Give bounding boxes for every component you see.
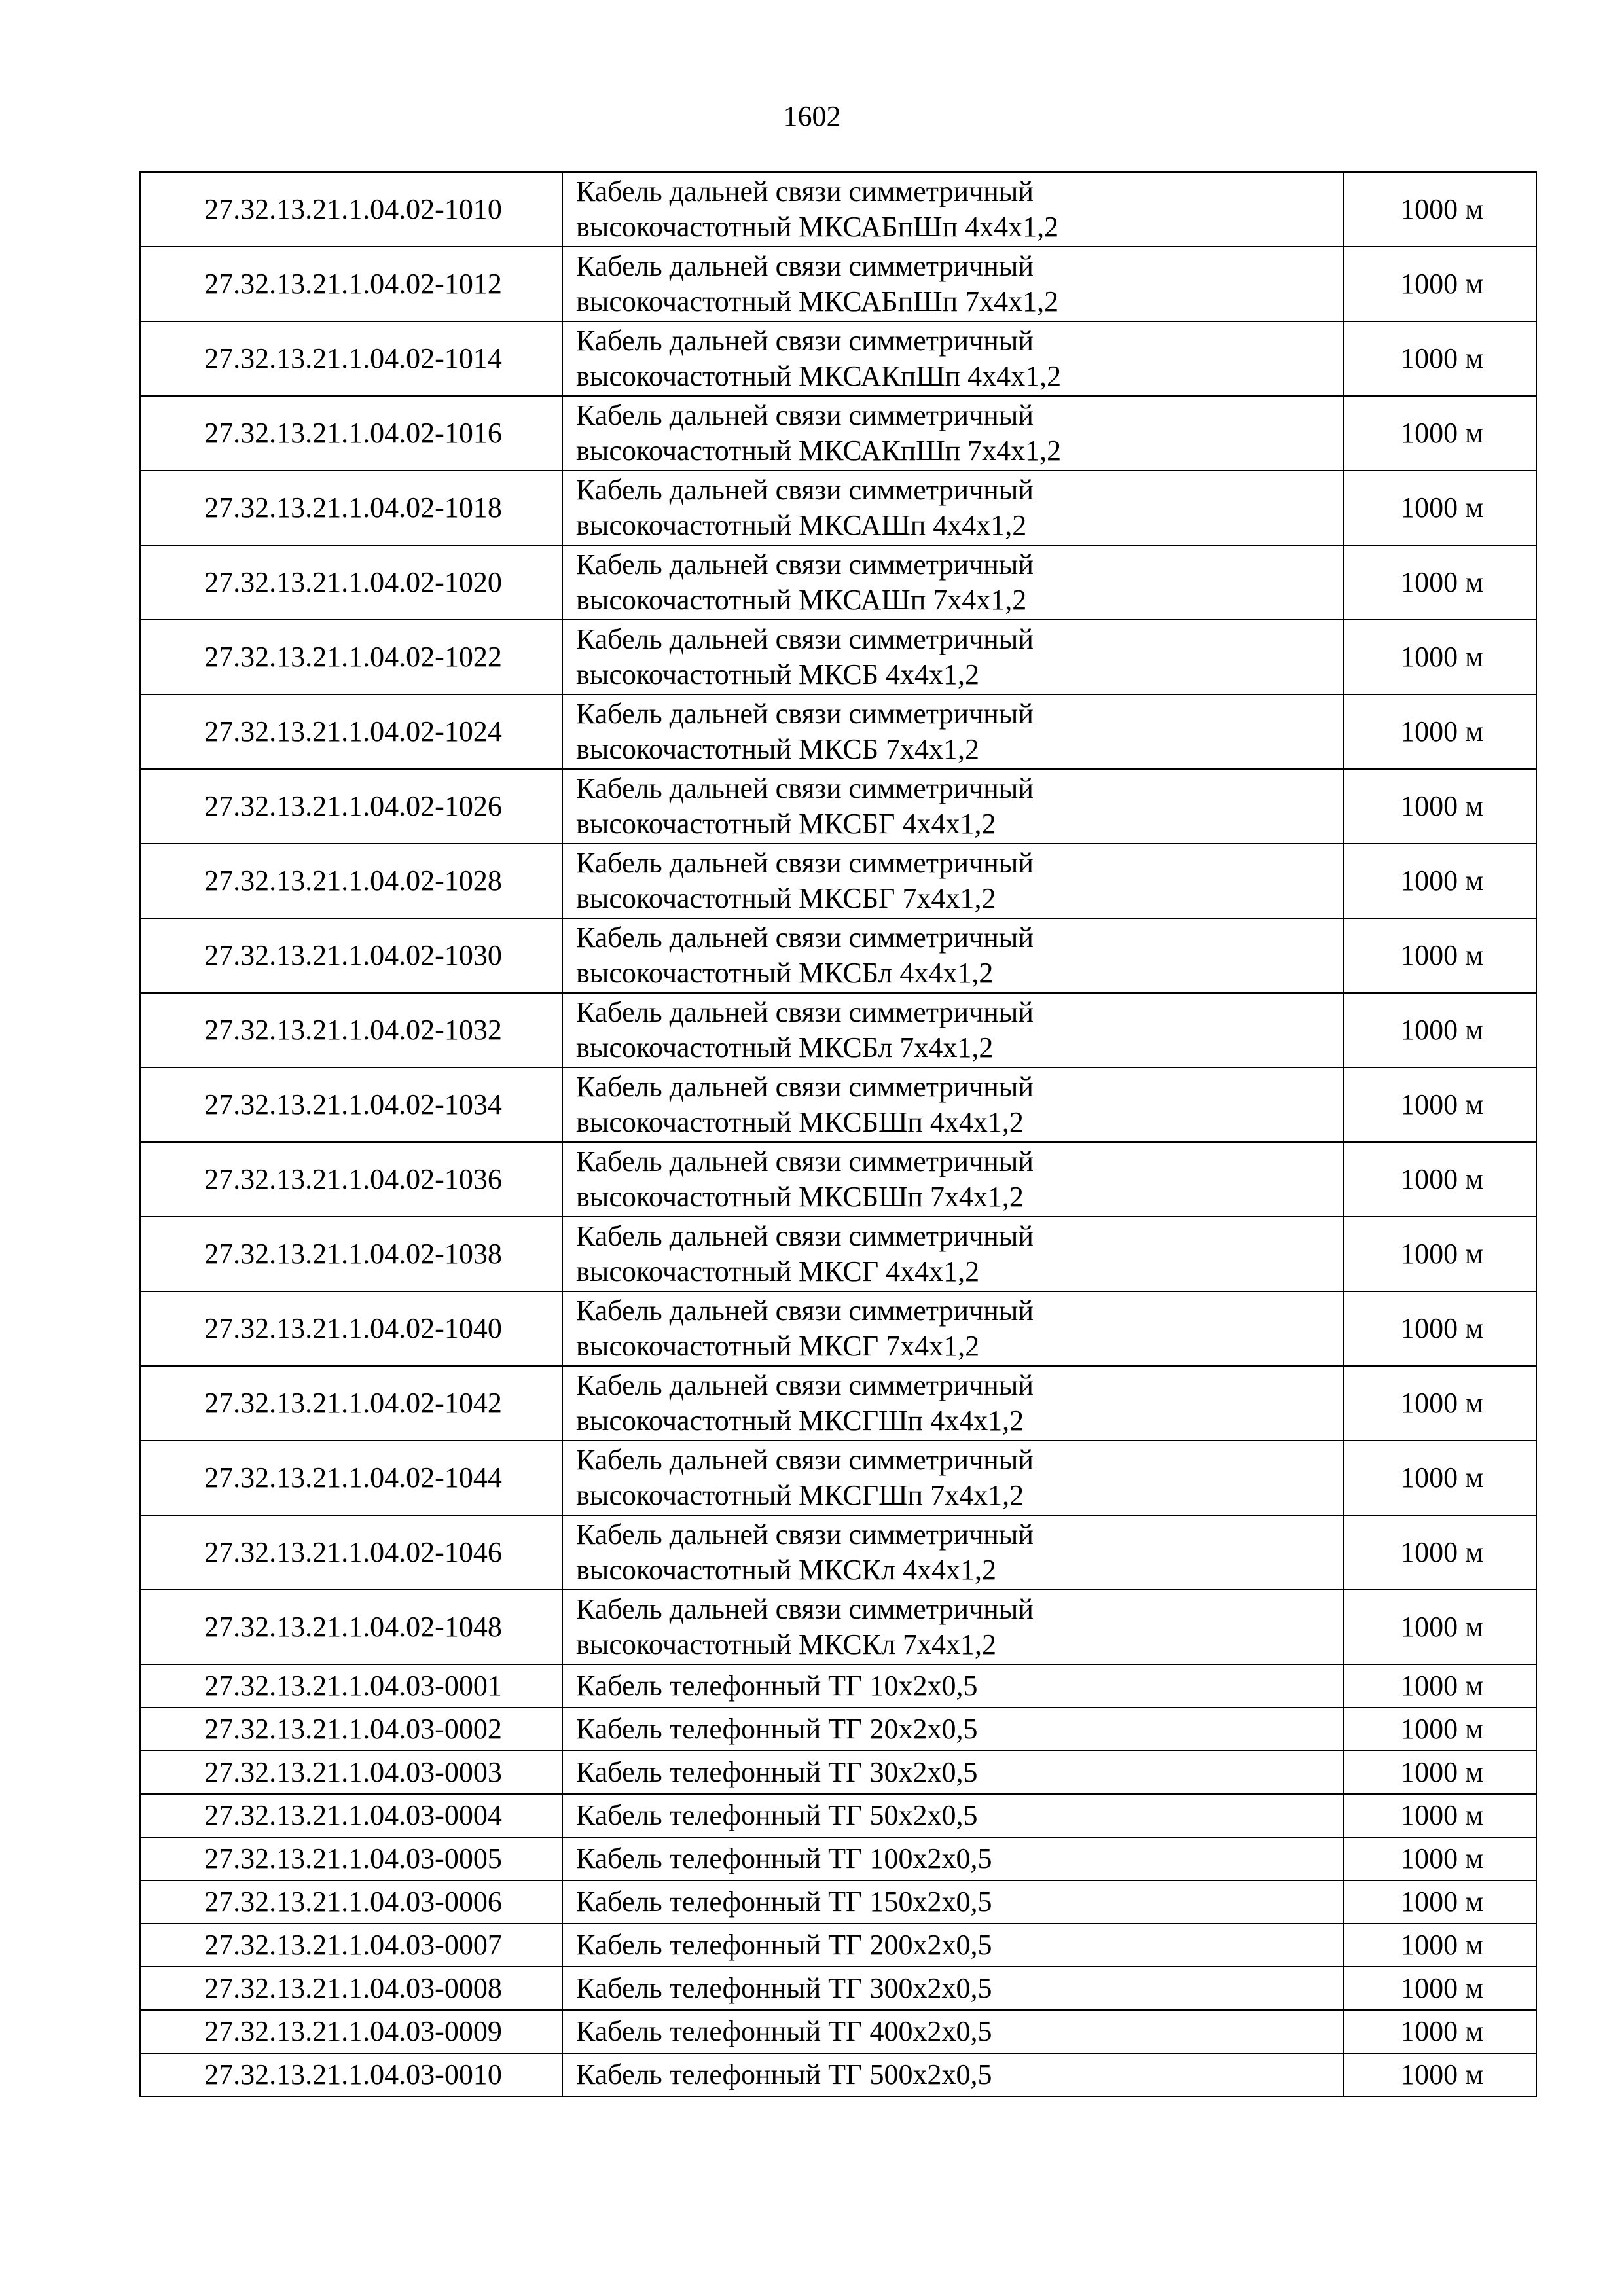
resource-name-line-1: Кабель дальней связи симметричный [576, 399, 1034, 431]
unit-cell: 1000 м [1343, 1708, 1536, 1751]
resource-name-line-1: Кабель дальней связи симметричный [576, 1593, 1034, 1625]
table-row [140, 1441, 1536, 1515]
resource-name-cell [562, 1067, 1343, 1142]
resource-name-line-1: Кабель дальней связи симметричный [576, 175, 1034, 207]
table-row [140, 1708, 1536, 1751]
resource-name-line-2: высокочастотный МКСГШп 4x4x1,2 [576, 1405, 1024, 1437]
resource-name-line-2: высокочастотный МКСБШп 4x4x1,2 [576, 1106, 1024, 1138]
resource-name-line-2: высокочастотный МКСГШп 7x4x1,2 [576, 1479, 1024, 1511]
resource-code-cell: 27.32.13.21.1.04.02-1030 [140, 918, 562, 993]
table-row [140, 694, 1536, 769]
resource-name-line-2: высокочастотный МКСАБпШп 4x4x1,2 [576, 211, 1059, 243]
resource-name-line-1: Кабель дальней связи симметричный [576, 1369, 1034, 1401]
resource-name-line-2: высокочастотный МКСАШп 4x4x1,2 [576, 509, 1027, 541]
table-row [140, 1751, 1536, 1794]
resource-code-cell: 27.32.13.21.1.04.03-0006 [140, 1880, 562, 1924]
table-row [140, 321, 1536, 396]
resource-code-cell: 27.32.13.21.1.04.02-1022 [140, 620, 562, 694]
resource-name-line-2: высокочастотный МКСБГ 4x4x1,2 [576, 808, 996, 840]
unit-cell: 1000 м [1343, 1217, 1536, 1291]
unit-cell: 1000 м [1343, 2010, 1536, 2053]
unit-cell: 1000 м [1343, 471, 1536, 545]
resource-name-cell [562, 1515, 1343, 1590]
unit-cell: 1000 м [1343, 545, 1536, 620]
resource-code-cell: 27.32.13.21.1.04.02-1046 [140, 1515, 562, 1590]
resource-code-cell: 27.32.13.21.1.04.02-1040 [140, 1291, 562, 1366]
resource-name-line-1: Кабель дальней связи симметричный [576, 548, 1034, 581]
resource-name-line-2: высокочастотный МКСКл 7x4x1,2 [576, 1628, 997, 1660]
resource-name-cell [562, 1366, 1343, 1441]
resource-name-line-1: Кабель дальней связи симметричный [576, 623, 1034, 655]
table-row [140, 1067, 1536, 1142]
unit-cell: 1000 м [1343, 1794, 1536, 1837]
resource-code-cell: 27.32.13.21.1.04.02-1028 [140, 844, 562, 918]
resource-code-cell: 27.32.13.21.1.04.02-1016 [140, 396, 562, 471]
page-number: 1602 [783, 100, 841, 132]
resource-name-cell: Кабель телефонный ТГ 100x2x0,5 [562, 1837, 1343, 1880]
resource-code-cell: 27.32.13.21.1.04.02-1048 [140, 1590, 562, 1664]
unit-cell: 1000 м [1343, 321, 1536, 396]
table-row [140, 1664, 1536, 1708]
resource-name-cell: Кабель телефонный ТГ 30x2x0,5 [562, 1751, 1343, 1794]
resource-name-line-2: высокочастотный МКСБГ 7x4x1,2 [576, 882, 996, 914]
unit-cell: 1000 м [1343, 247, 1536, 321]
table-row [140, 1837, 1536, 1880]
resource-name-line-2: высокочастотный МКСГ 7x4x1,2 [576, 1330, 980, 1362]
resource-name-line-2: высокочастотный МКСАБпШп 7x4x1,2 [576, 285, 1059, 317]
resource-code-cell: 27.32.13.21.1.04.03-0001 [140, 1664, 562, 1708]
unit-cell: 1000 м [1343, 620, 1536, 694]
unit-cell: 1000 м [1343, 1664, 1536, 1708]
resource-name-line-1: Кабель дальней связи симметричный [576, 1295, 1034, 1327]
resource-code-cell: 27.32.13.21.1.04.03-0002 [140, 1708, 562, 1751]
resource-code-cell: 27.32.13.21.1.04.03-0009 [140, 2010, 562, 2053]
resource-name-cell [562, 1441, 1343, 1515]
resource-code-cell: 27.32.13.21.1.04.03-0007 [140, 1924, 562, 1967]
table-row [140, 1366, 1536, 1441]
resource-code-cell: 27.32.13.21.1.04.02-1026 [140, 769, 562, 844]
resource-name-line-2: высокочастотный МКСАКпШп 4x4x1,2 [576, 360, 1062, 392]
resource-name-cell [562, 918, 1343, 993]
unit-cell: 1000 м [1343, 694, 1536, 769]
table-row [140, 844, 1536, 918]
unit-cell: 1000 м [1343, 1515, 1536, 1590]
resource-name-cell [562, 1291, 1343, 1366]
unit-cell: 1000 м [1343, 2053, 1536, 2096]
table-row [140, 1967, 1536, 2010]
unit-cell: 1000 м [1343, 1967, 1536, 2010]
resource-name-cell [562, 172, 1343, 247]
table-row [140, 545, 1536, 620]
unit-cell: 1000 м [1343, 172, 1536, 247]
table-row [140, 1590, 1536, 1664]
table-row [140, 1142, 1536, 1217]
resource-name-line-1: Кабель дальней связи симметричный [576, 325, 1034, 357]
resource-name-line-2: высокочастотный МКСБШп 7x4x1,2 [576, 1181, 1024, 1213]
resource-name-line-1: Кабель дальней связи симметричный [576, 698, 1034, 730]
resource-code-cell: 27.32.13.21.1.04.03-0004 [140, 1794, 562, 1837]
resource-name-cell [562, 1142, 1343, 1217]
table-row [140, 1217, 1536, 1291]
table-body [140, 172, 1536, 2096]
unit-cell: 1000 м [1343, 993, 1536, 1067]
table-row [140, 2010, 1536, 2053]
resource-name-cell [562, 1590, 1343, 1664]
resource-name-cell [562, 471, 1343, 545]
resource-name-cell [562, 321, 1343, 396]
resource-name-line-1: Кабель дальней связи симметричный [576, 1220, 1034, 1252]
resource-name-line-2: высокочастотный МКСБл 7x4x1,2 [576, 1031, 994, 1064]
resource-code-cell: 27.32.13.21.1.04.02-1018 [140, 471, 562, 545]
resource-code-cell: 27.32.13.21.1.04.02-1032 [140, 993, 562, 1067]
resource-name-cell: Кабель телефонный ТГ 200x2x0,5 [562, 1924, 1343, 1967]
resource-table [139, 171, 1537, 2097]
resource-name-cell: Кабель телефонный ТГ 150x2x0,5 [562, 1880, 1343, 1924]
resource-code-cell: 27.32.13.21.1.04.02-1012 [140, 247, 562, 321]
resource-name-line-1: Кабель дальней связи симметричный [576, 1444, 1034, 1476]
resource-code-cell: 27.32.13.21.1.04.02-1036 [140, 1142, 562, 1217]
resource-name-line-2: высокочастотный МКСКл 4x4x1,2 [576, 1554, 997, 1586]
unit-cell: 1000 м [1343, 1067, 1536, 1142]
table-row [140, 2053, 1536, 2096]
resource-name-line-1: Кабель дальней связи симметричный [576, 250, 1034, 282]
resource-name-cell [562, 247, 1343, 321]
resource-name-line-1: Кабель дальней связи симметричный [576, 847, 1034, 879]
unit-cell: 1000 м [1343, 1880, 1536, 1924]
table-row [140, 620, 1536, 694]
resource-name-line-2: высокочастотный МКСАКпШп 7x4x1,2 [576, 435, 1062, 467]
resource-name-cell [562, 1217, 1343, 1291]
resource-name-cell [562, 545, 1343, 620]
unit-cell: 1000 м [1343, 1590, 1536, 1664]
resource-code-cell: 27.32.13.21.1.04.02-1042 [140, 1366, 562, 1441]
resource-name-cell: Кабель телефонный ТГ 400x2x0,5 [562, 2010, 1343, 2053]
unit-cell: 1000 м [1343, 1366, 1536, 1441]
resource-code-cell: 27.32.13.21.1.04.02-1014 [140, 321, 562, 396]
resource-name-cell [562, 396, 1343, 471]
resource-name-line-1: Кабель дальней связи симметричный [576, 996, 1034, 1028]
resource-code-cell: 27.32.13.21.1.04.02-1044 [140, 1441, 562, 1515]
unit-cell: 1000 м [1343, 1142, 1536, 1217]
resource-name-line-1: Кабель дальней связи симметричный [576, 474, 1034, 506]
unit-cell: 1000 м [1343, 918, 1536, 993]
table-row [140, 769, 1536, 844]
table-row [140, 1880, 1536, 1924]
table-row [140, 1515, 1536, 1590]
resource-code-cell: 27.32.13.21.1.04.02-1034 [140, 1067, 562, 1142]
resource-name-cell [562, 844, 1343, 918]
table-row [140, 247, 1536, 321]
resource-name-cell: Кабель телефонный ТГ 10x2x0,5 [562, 1664, 1343, 1708]
resource-name-line-2: высокочастотный МКСБ 4x4x1,2 [576, 658, 979, 691]
unit-cell: 1000 м [1343, 1924, 1536, 1967]
resource-code-cell: 27.32.13.21.1.04.03-0010 [140, 2053, 562, 2096]
unit-cell: 1000 м [1343, 396, 1536, 471]
resource-code-cell: 27.32.13.21.1.04.02-1024 [140, 694, 562, 769]
resource-name-cell: Кабель телефонный ТГ 500x2x0,5 [562, 2053, 1343, 2096]
unit-cell: 1000 м [1343, 1441, 1536, 1515]
resource-name-line-1: Кабель дальней связи симметричный [576, 772, 1034, 804]
table-row [140, 1794, 1536, 1837]
resource-name-line-1: Кабель дальней связи симметричный [576, 922, 1034, 954]
table-row [140, 471, 1536, 545]
table-row [140, 918, 1536, 993]
resource-code-cell: 27.32.13.21.1.04.02-1038 [140, 1217, 562, 1291]
resource-name-cell: Кабель телефонный ТГ 50x2x0,5 [562, 1794, 1343, 1837]
table-row [140, 993, 1536, 1067]
resource-name-line-2: высокочастотный МКСГ 4x4x1,2 [576, 1255, 980, 1287]
unit-cell: 1000 м [1343, 769, 1536, 844]
resource-code-cell: 27.32.13.21.1.04.03-0008 [140, 1967, 562, 2010]
unit-cell: 1000 м [1343, 1837, 1536, 1880]
resource-name-line-1: Кабель дальней связи симметричный [576, 1145, 1034, 1177]
resource-name-line-2: высокочастотный МКСАШп 7x4x1,2 [576, 584, 1027, 616]
resource-name-line-1: Кабель дальней связи симметричный [576, 1071, 1034, 1103]
resource-name-cell [562, 993, 1343, 1067]
resource-code-cell: 27.32.13.21.1.04.02-1010 [140, 172, 562, 247]
table-row [140, 396, 1536, 471]
resource-code-cell: 27.32.13.21.1.04.03-0003 [140, 1751, 562, 1794]
resource-code-cell: 27.32.13.21.1.04.03-0005 [140, 1837, 562, 1880]
resource-name-cell [562, 620, 1343, 694]
resource-name-cell [562, 694, 1343, 769]
table-row [140, 172, 1536, 247]
resource-name-cell: Кабель телефонный ТГ 300x2x0,5 [562, 1967, 1343, 2010]
unit-cell: 1000 м [1343, 844, 1536, 918]
table-row [140, 1291, 1536, 1366]
resource-name-cell [562, 769, 1343, 844]
resource-name-line-2: высокочастотный МКСБл 4x4x1,2 [576, 957, 994, 989]
resource-name-line-1: Кабель дальней связи симметричный [576, 1518, 1034, 1551]
unit-cell: 1000 м [1343, 1751, 1536, 1794]
resource-name-cell: Кабель телефонный ТГ 20x2x0,5 [562, 1708, 1343, 1751]
resource-name-line-2: высокочастотный МКСБ 7x4x1,2 [576, 733, 979, 765]
table-row [140, 1924, 1536, 1967]
resource-code-cell: 27.32.13.21.1.04.02-1020 [140, 545, 562, 620]
unit-cell: 1000 м [1343, 1291, 1536, 1366]
